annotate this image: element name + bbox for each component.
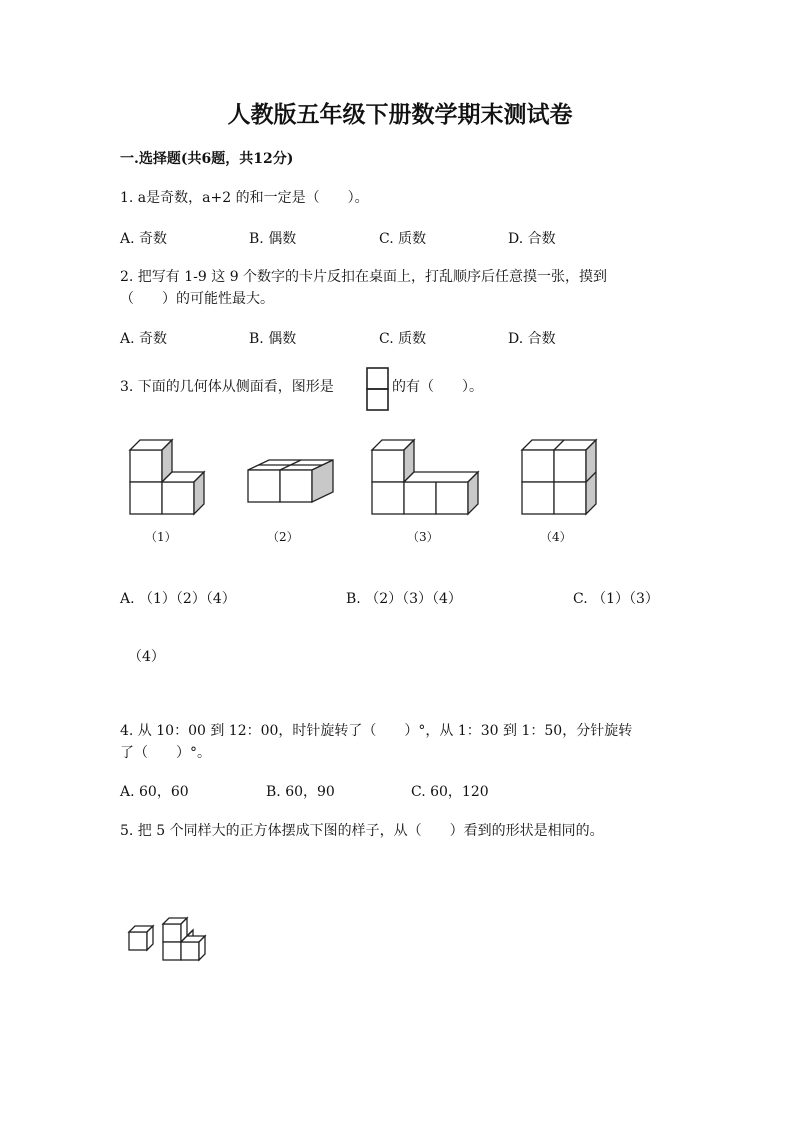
question-3-option-c-continued: （4）	[128, 649, 165, 665]
question-3-option-c: C. （1）（3）	[573, 591, 659, 607]
question-4-option-a: A. 60，60	[120, 784, 189, 800]
question-4-option-c: C. 60，120	[411, 784, 489, 800]
question-1-option-b: B. 偶数	[249, 231, 297, 247]
figure-4-cubes	[517, 436, 607, 518]
side-view-shape	[366, 367, 390, 413]
figure-2-cubes	[243, 458, 333, 518]
question-3-stem-part-2: 的有（ ）。	[392, 379, 483, 395]
question-1-option-d: D. 合数	[508, 231, 556, 247]
figure-4-label: （4）	[540, 530, 572, 544]
question-3-stem-part-1: 3. 下面的几何体从侧面看，图形是	[120, 379, 334, 395]
question-2-option-a: A. 奇数	[120, 331, 168, 347]
question-4-stem-line-2: 了（ ）°。	[120, 745, 211, 761]
question-1-stem: 1. a是奇数，a+2 的和一定是（ ）。	[120, 190, 369, 206]
question-4-option-b: B. 60，90	[266, 784, 335, 800]
question-1-option-a: A. 奇数	[120, 231, 168, 247]
figure-2-label: （2）	[267, 530, 299, 544]
figure-1-label: （1）	[145, 530, 177, 544]
question-3-option-b: B. （2）（3）（4）	[346, 591, 462, 607]
question-2-stem-line-2: （ ）的可能性最大。	[120, 291, 274, 307]
figure-3-label: （3）	[407, 530, 439, 544]
page-title: 人教版五年级下册数学期末测试卷	[227, 101, 573, 128]
figure-1-cubes	[125, 436, 210, 518]
question-3-option-a: A. （1）（2）（4）	[120, 591, 236, 607]
question-5-stem: 5. 把 5 个同样大的正方体摆成下图的样子，从（ ）看到的形状是相同的。	[120, 823, 604, 839]
question-4-stem-line-1: 4. 从 10：00 到 12：00，时针旋转了（ ）°，从 1：30 到 1：50，分针旋转	[120, 723, 633, 739]
section-heading: 一.选择题(共6题，共12分)	[120, 151, 294, 167]
question-5-cube-arrangement	[126, 914, 211, 964]
question-2-stem-line-1: 2. 把写有 1-9 这 9 个数字的卡片反扣在桌面上，打乱顺序后任意摸一张，摸到	[120, 269, 608, 285]
question-1-option-c: C. 质数	[379, 231, 427, 247]
figure-3-cubes	[367, 436, 487, 518]
question-2-option-b: B. 偶数	[249, 331, 297, 347]
question-2-option-c: C. 质数	[379, 331, 427, 347]
question-2-option-d: D. 合数	[508, 331, 556, 347]
